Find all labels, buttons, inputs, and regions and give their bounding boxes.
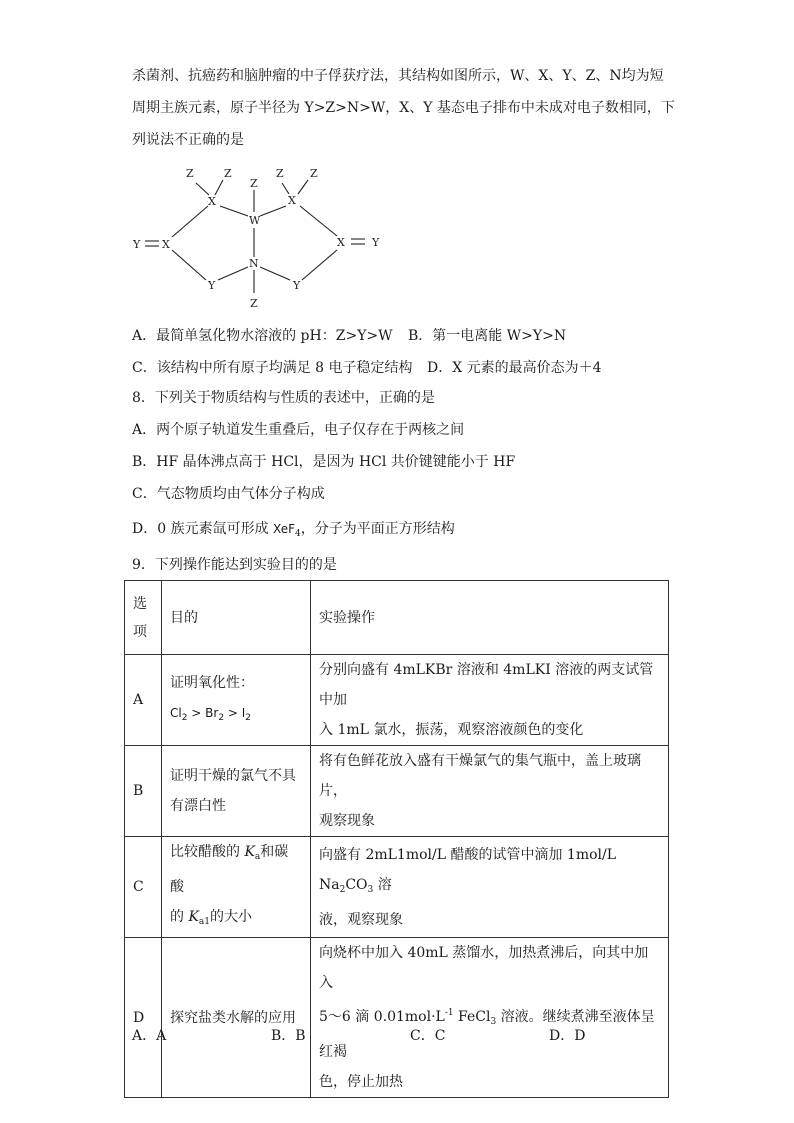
q7-option-a: A．最简单氢化物水溶液的 pH：Z>Y>W xyxy=(132,328,393,344)
molecular-structure-diagram xyxy=(128,158,398,318)
bond xyxy=(196,183,209,195)
table-header-row xyxy=(125,581,669,655)
xef4-formula: XeF xyxy=(273,522,296,536)
xef4-subscript: 4 xyxy=(295,529,301,539)
atom-label: W xyxy=(249,214,261,227)
atom-label: X xyxy=(337,236,345,249)
q9-answer-d: D．D xyxy=(549,1028,586,1044)
atom-label: Z xyxy=(186,167,194,180)
q7-stem-line-3: 列说法不正确的是 xyxy=(132,132,244,148)
row-label: D xyxy=(125,938,162,1098)
bond xyxy=(172,206,208,237)
q8-option-d-tail: ，分子为平面正方形结构 xyxy=(300,521,455,537)
row-operation: 分别向盛有 4mLKBr 溶液和 4mLKI 溶液的两支试管中加 入 1mL 氯水，振荡，观察溶液颜色的变化 xyxy=(311,655,669,746)
q8-option-d-text: D．0 族元素氙可形成 xyxy=(132,521,274,537)
q8-option-d xyxy=(132,519,455,544)
table-row xyxy=(125,837,669,938)
q7-option-b: B．第一电离能 W>Y>N xyxy=(408,328,567,344)
q7-stem-line-1: 杀菌剂、抗癌药和脑肿瘤的中子俘获疗法，其结构如图所示，W、X、Y、Z、N均为短 xyxy=(132,68,664,84)
atom-label: Z xyxy=(250,177,258,190)
header-option: 选 项 xyxy=(125,581,162,655)
atom-label: Z xyxy=(276,167,284,180)
row-label: B xyxy=(125,746,162,837)
bond xyxy=(298,180,308,194)
row-purpose: 比较醋酸的 $K_a$和碳酸 的 $K_{a1}$的大小 xyxy=(162,837,311,938)
q9-stem: 9．下列操作能达到实验目的的是 xyxy=(132,557,337,573)
table-row xyxy=(125,746,669,837)
table-row xyxy=(125,655,669,746)
row-label: C xyxy=(125,837,162,938)
table-row xyxy=(125,938,669,1098)
row-purpose: 证明氧化性： $Cl_2 > Br_2 > I_2$ xyxy=(162,655,311,746)
row-operation: 将有色鲜花放入盛有干燥氯气的集气瓶中，盖上玻璃片， 观察现象 xyxy=(311,746,669,837)
atom-label: Y xyxy=(133,238,141,251)
atom-label: Z xyxy=(310,167,318,180)
atom-label: Y xyxy=(208,279,216,292)
atom-label: Z xyxy=(250,297,258,310)
atom-label: Y xyxy=(372,236,380,249)
q7-option-d: D．X 元素的最高价态为＋4 xyxy=(427,360,602,376)
q7-option-c: C．该结构中所有原子均满足 8 电子稳定结构 xyxy=(132,360,413,376)
q7-stem-line-2: 周期主族元素，原子半径为 Y>Z>N>W，X、Y 基态电子排布中未成对电子数相同，下 xyxy=(132,100,675,116)
atom-label: X xyxy=(162,238,170,251)
q8-option-b: B．HF 晶体沸点高于 HCl，是因为 HCl 共价键键能小于 HF xyxy=(132,454,516,470)
bond xyxy=(215,180,223,195)
bond xyxy=(260,267,290,280)
bond xyxy=(260,206,286,216)
row-label: A xyxy=(125,655,162,746)
atom-label: X xyxy=(288,194,296,207)
atom-label: Z xyxy=(224,167,232,180)
row-operation: 向烧杯中加入 40mL 蒸馏水，加热煮沸后，向其中加入 5～6 滴 $0.01mol\cdot L^{-1}$ FeCl$_3$ 溶液。继续煮沸至液体呈红褐 色，停止加热 xyxy=(311,938,669,1098)
bond xyxy=(220,206,248,216)
header-operation: 实验操作 xyxy=(311,581,669,655)
bond xyxy=(172,250,206,280)
q9-answer-b: B．B xyxy=(271,1028,306,1044)
atom-label: X xyxy=(208,195,216,208)
q9-answer-a: A．A xyxy=(132,1028,167,1044)
row-purpose: 证明干燥的氯气不具 有漂白性 xyxy=(162,746,311,837)
q8-stem: 8．下列关于物质结构与性质的表述中，正确的是 xyxy=(132,390,435,406)
bond xyxy=(282,183,289,194)
row-purpose: 探究盐类水解的应用 xyxy=(162,938,311,1098)
bond xyxy=(300,206,337,236)
q8-option-a: A．两个原子轨道发生重叠后，电子仅存在于两核之间 xyxy=(132,422,465,438)
bond xyxy=(302,250,337,280)
header-purpose: 目的 xyxy=(162,581,311,655)
q8-option-c: C．气态物质均由气体分子构成 xyxy=(132,486,325,502)
atom-label: N xyxy=(249,257,259,270)
row-operation: 向盛有 2mL1mol/L 醋酸的试管中滴加 1mol/L $Na_2CO_3$ 溶 液，观察现象 xyxy=(311,837,669,938)
experiment-table xyxy=(124,580,669,1098)
q9-answer-c: C．C xyxy=(410,1028,446,1044)
bond xyxy=(218,267,248,280)
atom-label: Y xyxy=(293,279,301,292)
